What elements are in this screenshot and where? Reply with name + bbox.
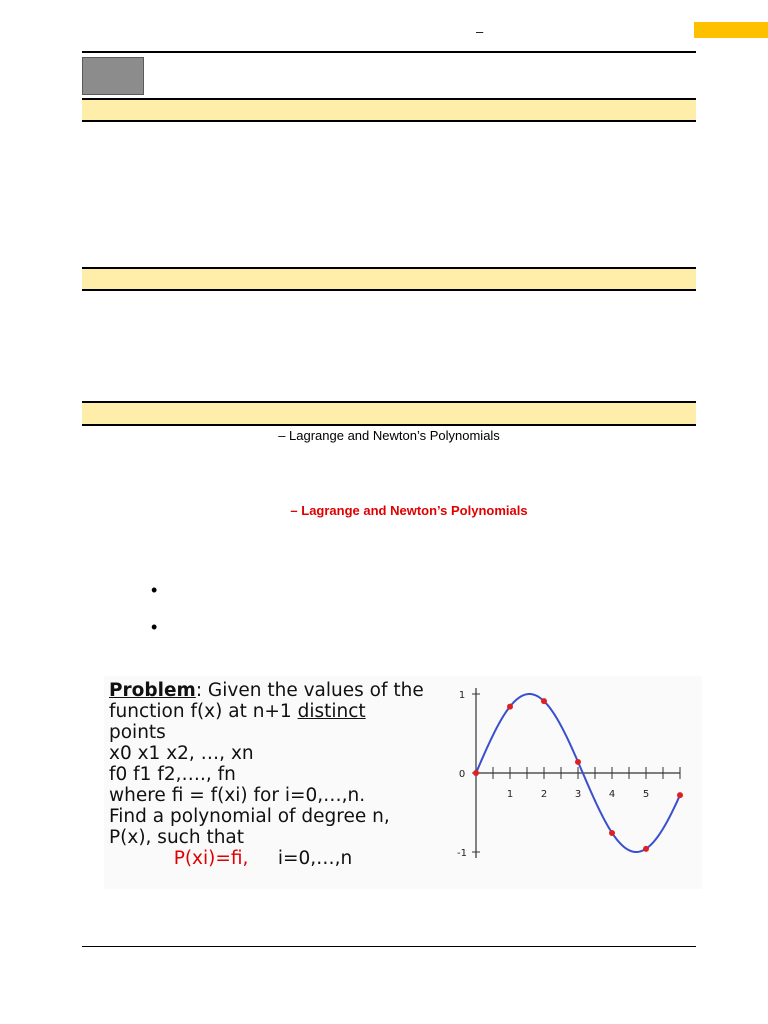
y-tick-label: -1 [457, 848, 467, 859]
corner-tab [694, 22, 768, 38]
header-rule [82, 51, 696, 53]
sine-interpolation-plot [440, 676, 702, 876]
section-band-1 [82, 98, 696, 122]
chapter-number-box [82, 57, 144, 95]
problem-line-7: Find a polynomial of degree n, [109, 806, 390, 827]
problem-line-5: f0 f1 f2,…., fn [109, 764, 236, 785]
problem-line-4: x0 x1 x2, …, xn [109, 743, 254, 764]
problem-line-1: Problem: Given the values of the [109, 680, 424, 701]
data-point [609, 830, 615, 836]
footer-rule [82, 946, 696, 947]
header-dash: – [476, 24, 484, 39]
x-tick-label: 3 [574, 789, 582, 800]
data-point [677, 792, 683, 798]
bullet-item: • [151, 580, 158, 600]
bullet-item: • [151, 617, 158, 637]
problem-line-6: where fi = f(xi) for i=0,…,n. [109, 785, 366, 806]
data-point [643, 846, 649, 852]
section-heading: – Lagrange and Newton’s Polynomials [290, 503, 528, 518]
section-band-2 [82, 267, 696, 291]
x-tick-label: 5 [642, 789, 650, 800]
problem-line-9: P(xi)=fi, i=0,…,n [173, 848, 353, 869]
data-point [541, 698, 547, 704]
toc-subtitle: – Lagrange and Newton’s Polynomials [278, 428, 500, 443]
problem-line-2: function f(x) at n+1 distinct [109, 701, 366, 722]
x-tick-label: 2 [540, 789, 548, 800]
data-point [575, 759, 581, 765]
y-tick-label: 0 [458, 769, 466, 780]
section-band-3 [82, 401, 696, 425]
x-tick-label: 4 [608, 789, 616, 800]
problem-label: Problem [109, 680, 196, 701]
problem-statement [109, 680, 439, 869]
y-tick-label: 1 [458, 690, 466, 701]
data-point [507, 704, 513, 710]
problem-line-3: points [109, 722, 166, 743]
section-band-3-underline [82, 425, 696, 426]
x-tick-label: 1 [506, 789, 514, 800]
data-point [473, 770, 479, 776]
problem-line-8: P(x), such that [109, 827, 245, 848]
